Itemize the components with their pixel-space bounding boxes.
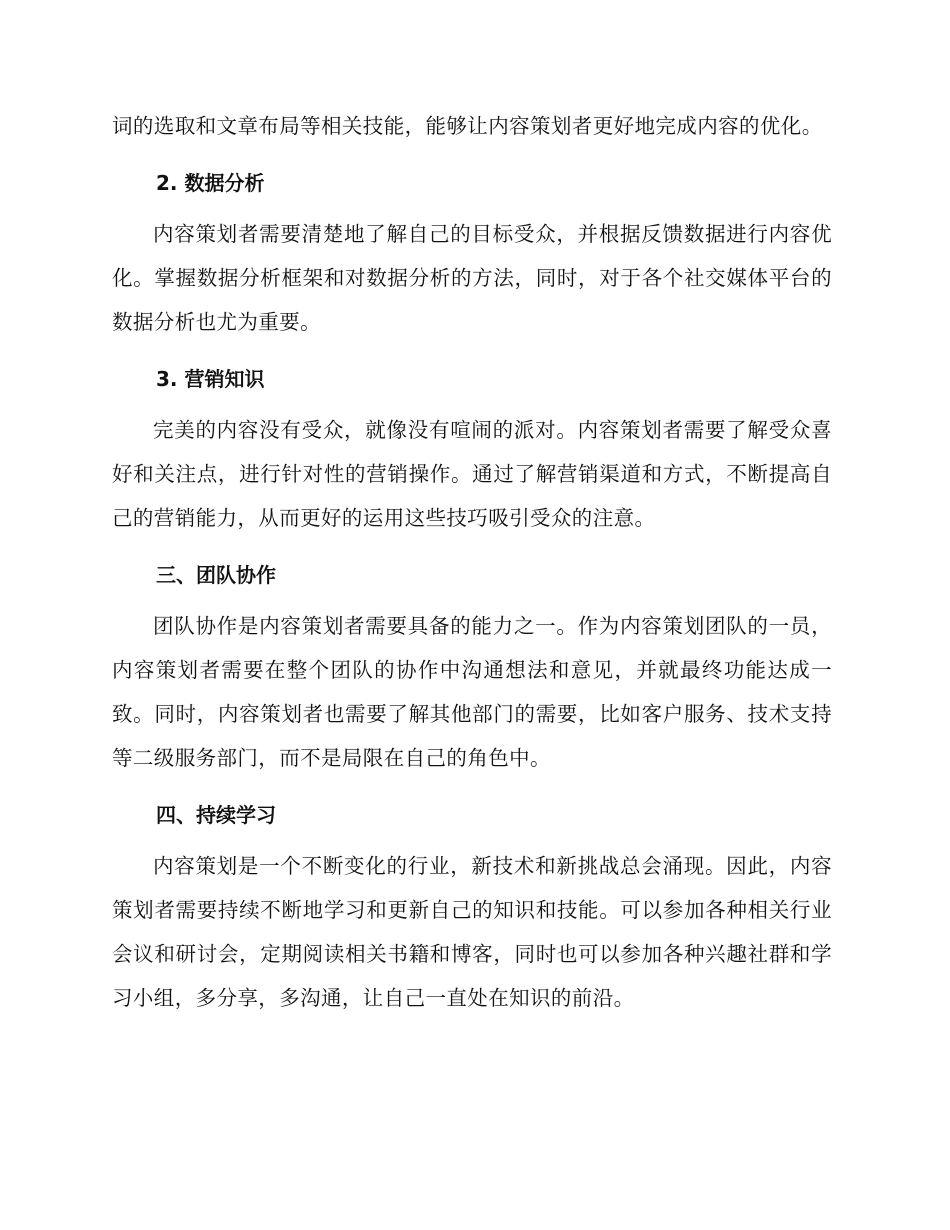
paragraph-data-analysis: 内容策划者需要清楚地了解自己的目标受众，并根据反馈数据进行内容优化。掌握数据分析框架和对数据分析的方法，同时，对于各个社交媒体平台的数据分析也尤为重要。 [112,222,832,334]
paragraph-continued: 词的选取和文章布局等相关技能，能够让内容策划者更好地完成内容的优化。 [112,114,823,138]
document-body [112,104,832,1020]
paragraph-continuous-learning: 内容策划是一个不断变化的行业，新技术和新挑战总会涌现。因此，内容策划者需要持续不断地学习和更新自己的知识和技能。可以参加各种相关行业会议和研讨会，定期阅读相关书籍和博客，同时也可以参加各种兴趣社群和学习小组，多分享，多沟通，让自己一直处在知识的前沿。 [112,854,832,1010]
spacer [112,540,832,546]
heading-data-analysis: 2. 数据分析 [156,171,265,195]
paragraph-marketing-knowledge: 完美的内容没有受众，就像没有喧闹的派对。内容策划者需要了解受众喜好和关注点，进行针对性的营销操作。通过了解营销渠道和方式，不断提高自己的营销能力，从而更好的运用这些技巧吸引受众的注意。 [112,418,832,530]
heading-continuous-learning: 四、持续学习 [156,803,276,827]
paragraph-team-collaboration: 团队协作是内容策划者需要具备的能力之一。作为内容策划团队的一员，内容策划者需要在整个团队的协作中沟通想法和意见，并就最终功能达成一致。同时，内容策划者也需要了解其他部门的需要，比如客户服务、技术支持等二级服务部门，而不是局限在自己的角色中。 [112,614,832,770]
spacer [112,780,832,786]
spacer [112,344,832,350]
spacer [112,148,832,154]
heading-team-collaboration: 三、团队协作 [156,563,276,587]
heading-marketing-knowledge: 3. 营销知识 [156,367,265,391]
